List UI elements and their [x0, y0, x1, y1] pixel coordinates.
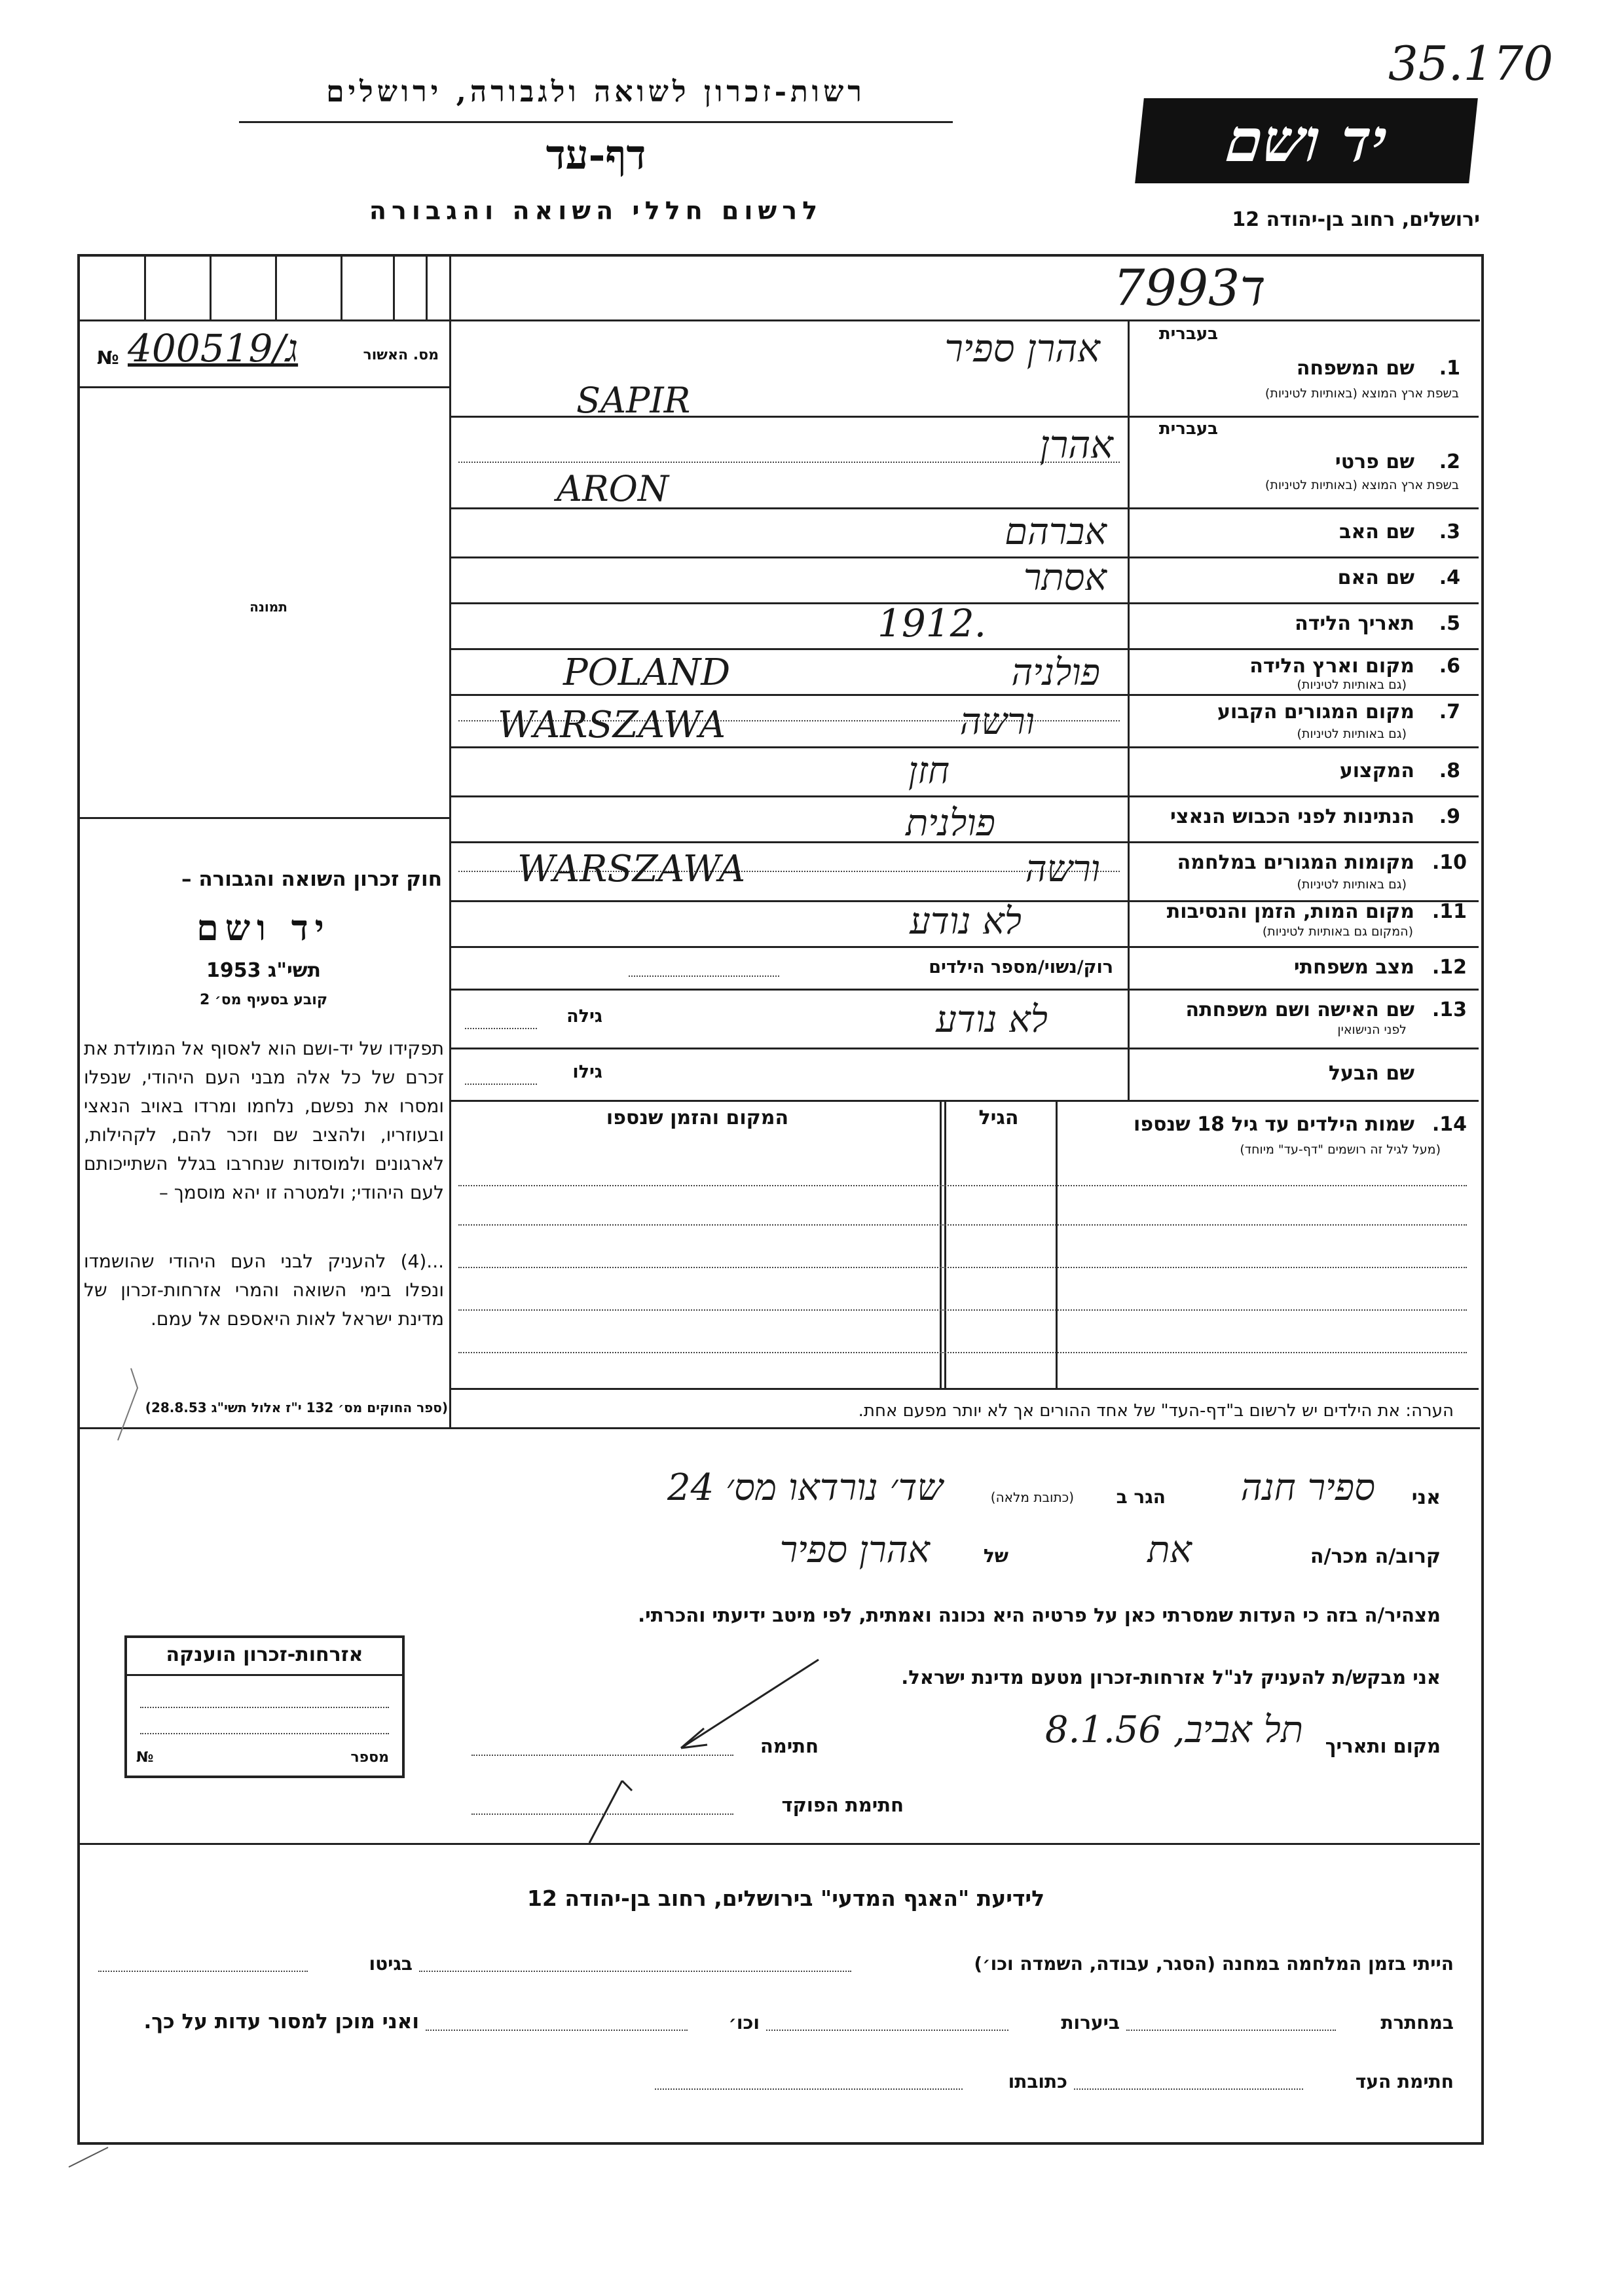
field-9-value: פולנית: [906, 802, 995, 845]
field-13-label: שם האישה ושם משפחתה: [1185, 998, 1414, 1021]
approval-number: 400519/ג: [128, 326, 299, 371]
form-title: דף-עד: [545, 131, 646, 179]
field-3-label: שם האב: [1339, 520, 1414, 543]
approval-no-symbol: №: [97, 347, 119, 369]
science-line-1-end: בגיטו: [369, 1953, 413, 1975]
science-address-blank: [655, 2088, 963, 2090]
decl-subject-name: אהרן ספיר: [779, 1529, 930, 1571]
field-5-num: 5.: [1439, 612, 1460, 635]
field-9-label: הנתינות לפני הכבוש הנאצי: [1170, 805, 1414, 828]
address: ירושלים, רחוב בן-יהודה 12: [1232, 208, 1480, 231]
authority-title: רשות-זכרון לשואה ולגבורה, ירושלים: [326, 75, 866, 109]
decl-relation-prefix: קרוב/ה מכר/ה: [1310, 1545, 1441, 1568]
science-forests-blank: [766, 2030, 1008, 2031]
field-1-sub: בשפת ארץ המוצא (באותיות לטיניות): [1264, 386, 1459, 401]
field-1-label: שם המשפחה: [1296, 357, 1414, 380]
field-11-num: 11.: [1431, 900, 1467, 923]
science-address: כתובתו: [1008, 2071, 1067, 2092]
field-11-label: מקום המות, הזמן והנסיבות: [1166, 900, 1414, 923]
arrow-head: [681, 1728, 707, 1748]
children-col-age: הגיל: [978, 1106, 1019, 1129]
field-1-value-heb: אהרן ספיר: [944, 326, 1100, 371]
field-1-value-latin: SAPIR: [576, 380, 691, 421]
decl-line-4: אני מבקש/ת להעניק לנ"ל אזרחות-זכרון מטעם מדינת ישראל.: [901, 1666, 1441, 1688]
law-para-1: תפקידו של יד-ושם הוא לאסוף אל המולדת את זכרם של כל אלה מבני העם היהודי, שנפלו ומסרו את נפשם, נלחמו ומרדו באויב הנאצי ובעוזריו, ולהציב שם וזכר להם, לקהילות, לארגונים ולמוסדות שנחרבו בגלל השתייכותם לעם היהודי; ולמטרה זו יהא מוסמך –: [84, 1038, 444, 1203]
field-2-value-heb: אהרן: [1039, 422, 1113, 467]
place-date-value: תל אביב, 8.1.56: [1044, 1709, 1303, 1751]
field-12-num: 12.: [1431, 956, 1467, 979]
field-2-label: שם פרטי: [1335, 450, 1414, 473]
field-13-sub: לפני הנישואין: [1337, 1023, 1407, 1037]
science-underground-blank: [1126, 2030, 1336, 2031]
field-10-value-heb: ורשה: [1025, 848, 1100, 890]
field-10-label: מקומות המגורים במלחמה: [1177, 851, 1414, 874]
decl-hint: (כתובת מלאה): [990, 1489, 1074, 1505]
law-name: יד ושם: [196, 907, 331, 949]
citizenship-title-line: [127, 1674, 402, 1676]
decl-mid: הגר ב: [1116, 1486, 1166, 1508]
law-year: תשי"ג 1953: [206, 959, 322, 982]
field-3-num: 3.: [1439, 520, 1460, 543]
official-signature-label: חתימת הפוקד: [781, 1794, 904, 1816]
field-10-num: 10.: [1431, 851, 1467, 874]
decl-relation: את: [1147, 1529, 1192, 1571]
field-10-sub: (גם באותיות לטיניות): [1297, 877, 1407, 892]
decl-line-3: מצהיר/ה בזה כי העדות שמסרתי כאן על פרטיה היא נכונה ואמתית, לפי מיטב ידיעתי והכרתי.: [638, 1604, 1441, 1626]
field-6-value-heb: פולניה: [1011, 651, 1100, 694]
field-4-label: שם האם: [1337, 566, 1414, 589]
science-line-1-end-blank: [98, 1971, 308, 1972]
field-1-heb-tag: בעברית: [1158, 324, 1218, 344]
field-12-label: מצב משפחתי: [1293, 956, 1414, 979]
law-title: חוק זכרון השואה והגבורה –: [181, 867, 442, 891]
field-10-value-latin: WARSZAWA: [517, 848, 746, 890]
field-6-num: 6.: [1439, 655, 1460, 678]
place-date-label: מקום ותאריך: [1325, 1735, 1441, 1757]
field-12-options: רוק/נשוי/מספר הילדים: [929, 957, 1113, 977]
field-6-value-latin: POLAND: [563, 651, 731, 694]
official-mark: [589, 1781, 632, 1843]
citizenship-number-label: מספר: [350, 1749, 389, 1766]
decl-of: של: [983, 1545, 1008, 1567]
children-sub: (מעל לגיל זה רושמים "דף-עד" מיוחד): [1240, 1142, 1441, 1157]
citizenship-line-2: [140, 1733, 389, 1734]
field-11-value: לא נודע: [910, 900, 1022, 943]
law-source: (ספר החוקים מס׳ 132 י"ז אלול תשי"ג 28.8.53): [145, 1400, 448, 1415]
registration-code: 7993ד: [1113, 259, 1266, 317]
archive-number: 35.170: [1388, 36, 1553, 91]
children-label: שמות הילדים עד גיל 18 שנספו: [1134, 1113, 1414, 1136]
husband-label: שם הבעל: [1328, 1062, 1414, 1085]
field-7-value-heb: ורשה: [959, 701, 1035, 743]
arrow-stroke: [681, 1660, 819, 1748]
decl-prefix: אני: [1411, 1486, 1441, 1509]
field-2-value-latin: ARON: [557, 468, 669, 509]
field-2-num: 2.: [1439, 450, 1460, 473]
field-13-value: לא נודע: [936, 998, 1048, 1041]
approval-label: מס. האשור: [363, 347, 439, 363]
field-13-num: 13.: [1431, 998, 1467, 1021]
field-9-num: 9.: [1439, 805, 1460, 828]
field-6-label: מקום וארץ הלידה: [1249, 655, 1414, 678]
form-subtitle: לרשום חללי השואה והגבורה: [369, 196, 823, 225]
field-13-age-label: גילה: [566, 1006, 602, 1027]
field-7-num: 7.: [1439, 701, 1460, 723]
citizenship-no-symbol: №: [136, 1749, 154, 1766]
husband-age-label: גילו: [572, 1062, 602, 1082]
science-etc-blank: [426, 2030, 688, 2031]
field-11-sub: (המקום גם באותיות לטיניות): [1262, 924, 1413, 939]
science-willing: ואני מוכן למסור עדות על כך.: [143, 2010, 419, 2033]
field-4-num: 4.: [1439, 566, 1460, 589]
field-6-sub: (גם באותיות לטיניות): [1297, 678, 1407, 692]
citizenship-box: [124, 1635, 405, 1778]
law-para-2: ...(4) להעניק לבני העם היהודי שהושמדו ונפלו בימי השואה והמרי אזרחות-זכרון של מדינת ישראל לאות היאספם אל עמם.: [84, 1250, 444, 1330]
field-3-value: אברהם: [1005, 511, 1107, 553]
decl-address: שד׳ נורדאו מס׳ 24: [667, 1467, 943, 1509]
field-1-num: 1.: [1439, 357, 1460, 380]
field-4-value: אסתר: [1023, 556, 1107, 599]
field-8-num: 8.: [1439, 759, 1460, 782]
field-2-sub: בשפת ארץ המוצא (באותיות לטיניות): [1264, 478, 1459, 492]
decl-name: ספיר חנה: [1240, 1467, 1375, 1509]
signature-label: חתימה: [760, 1735, 819, 1757]
science-witness-signature: חתימת העד: [1355, 2071, 1454, 2092]
law-clause: קובע בסעיף מס׳ 2: [199, 992, 328, 1008]
field-5-label: תאריך הלידה: [1295, 612, 1414, 635]
logo-text: יד ושם: [1223, 106, 1390, 175]
science-underground: במחתרת: [1380, 2012, 1454, 2033]
science-line-1: הייתי בזמן המלחמה במחנה (הסגר, עבודה, השמדה וכו׳): [974, 1953, 1454, 1975]
field-8-value: חזן: [908, 750, 950, 792]
citizenship-line-1: [140, 1707, 389, 1708]
margin-mark-2: [118, 1368, 138, 1440]
margin-mark-1: [69, 2147, 108, 2167]
children-num: 14.: [1431, 1113, 1467, 1136]
science-etc: וכו׳: [728, 2012, 760, 2033]
science-witness-signature-blank: [1074, 2088, 1303, 2090]
field-8-label: המקצוע: [1339, 759, 1414, 782]
field-5-value: 1912.: [877, 601, 987, 646]
citizenship-title: אזרחות-זכרון הוענקה: [166, 1643, 363, 1666]
field-7-label: מקום המגורים הקבוע: [1217, 701, 1414, 723]
science-forests: ביערות: [1061, 2012, 1120, 2033]
note-text: הערה: את הילדים יש לרשום ב"דף-העד" של אחד ההורים אך לא יותר מפעם אחת.: [858, 1401, 1454, 1421]
photo-label: תמונה: [249, 599, 287, 615]
field-7-value-latin: WARSZAWA: [498, 704, 726, 746]
science-section-top: [79, 1843, 1480, 1845]
field-2-heb-tag: בעברית: [1158, 419, 1218, 439]
science-line-1-blank: [419, 1971, 851, 1972]
children-col-place: המקום והזמן שנספו: [606, 1106, 789, 1129]
science-title: לידיעת "האגף המדעי" בירושלים, רחוב בן-יהודה 12: [526, 1886, 1045, 1911]
field-7-sub: (גם באותיות לטיניות): [1297, 727, 1407, 741]
